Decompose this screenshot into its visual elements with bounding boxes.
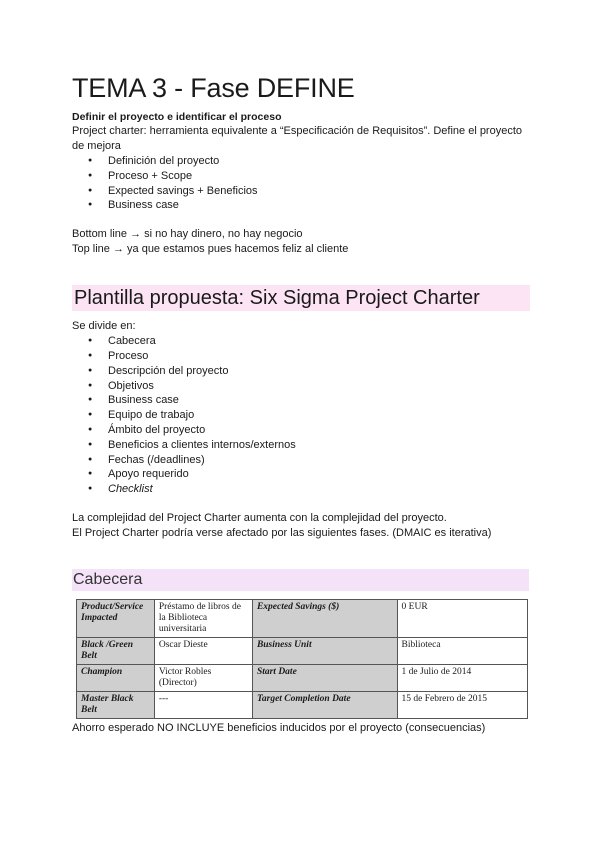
table-row: [77, 599, 528, 637]
table-label-cell: Champion: [77, 664, 155, 691]
complexity-note: La complejidad del Project Charter aumenta con la complejidad del proyecto.: [72, 511, 447, 524]
spacer: [72, 541, 528, 569]
list-item: ● Business case: [108, 393, 528, 408]
list-item: ● Business case: [108, 198, 528, 213]
bottom-line-text: Bottom line → si no hay dinero, no hay negocio: [72, 228, 303, 241]
section-subtitle: Definir el proyecto e identificar el proceso: [72, 111, 282, 123]
charter-header-table: [76, 599, 528, 719]
list-item: ● Cabecera: [108, 334, 528, 349]
list-item: ● Descripción del proyecto: [108, 364, 528, 379]
table-label-cell: Expected Savings ($): [252, 599, 397, 637]
list-item: ● Beneficios a clientes internos/externos: [108, 438, 528, 453]
list-item: ● Proceso + Scope: [108, 169, 528, 184]
table-label-cell: Master Black Belt: [77, 691, 155, 718]
table-label-cell: Target Completion Date: [252, 691, 397, 718]
list-item: ● Definición del proyecto: [108, 154, 528, 169]
table-row: [77, 637, 528, 664]
table-value-cell: Oscar Dieste: [154, 637, 252, 664]
list-item: ● Objetivos: [108, 379, 528, 394]
table-row: [77, 691, 528, 718]
project-charter-intro: Project charter: herramienta equivalente a “Especificación de Requisitos”. Define el proyecto de mejora: [72, 125, 523, 152]
define-list: [72, 154, 528, 213]
table-value-cell: 0 EUR: [397, 599, 527, 637]
list-item-checklist: ● Checklist: [108, 482, 528, 497]
cabecera-heading: Cabecera: [72, 569, 529, 591]
spacer: [72, 497, 528, 511]
list-item: ● Expected savings + Beneficios: [108, 184, 528, 199]
table-value-cell: ---: [154, 691, 252, 718]
table-label-cell: Product/Service Impacted: [77, 599, 155, 637]
list-item: ● Proceso: [108, 349, 528, 364]
table-label-cell: Black /Green Belt: [77, 637, 155, 664]
top-line-text: Top line → ya que estamos pues hacemos feliz al cliente: [72, 243, 349, 256]
list-item: ● Equipo de trabajo: [108, 408, 528, 423]
table-value-cell: 15 de Febrero de 2015: [397, 691, 527, 718]
spacer: [72, 311, 528, 319]
table-row: [77, 664, 528, 691]
table-value-cell: Victor Robles (Director): [154, 664, 252, 691]
savings-footnote: Ahorro esperado NO INCLUYE beneficios inducidos por el proyecto (consecuencias): [72, 721, 486, 734]
spacer: [72, 213, 528, 227]
table-value-cell: 1 de Julio de 2014: [397, 664, 527, 691]
page-title: TEMA 3 - Fase DEFINE: [72, 73, 355, 103]
spacer: [72, 257, 528, 285]
template-list: [72, 334, 528, 497]
list-item: ● Fechas (/deadlines): [108, 453, 528, 468]
list-item: ● Apoyo requerido: [108, 467, 528, 482]
dmaic-note: El Project Charter podría verse afectado por las siguientes fases. (DMAIC es iterativa): [72, 526, 492, 539]
table-label-cell: Start Date: [252, 664, 397, 691]
divide-label: Se divide en:: [72, 320, 136, 333]
table-label-cell: Business Unit: [252, 637, 397, 664]
spacer: [72, 591, 528, 599]
list-item: ● Ámbito del proyecto: [108, 423, 528, 438]
table-value-cell: Biblioteca: [397, 637, 527, 664]
template-heading: Plantilla propuesta: Six Sigma Project Charter: [72, 285, 530, 311]
table-value-cell: Préstamo de libros de la Biblioteca universitaria: [154, 599, 252, 637]
